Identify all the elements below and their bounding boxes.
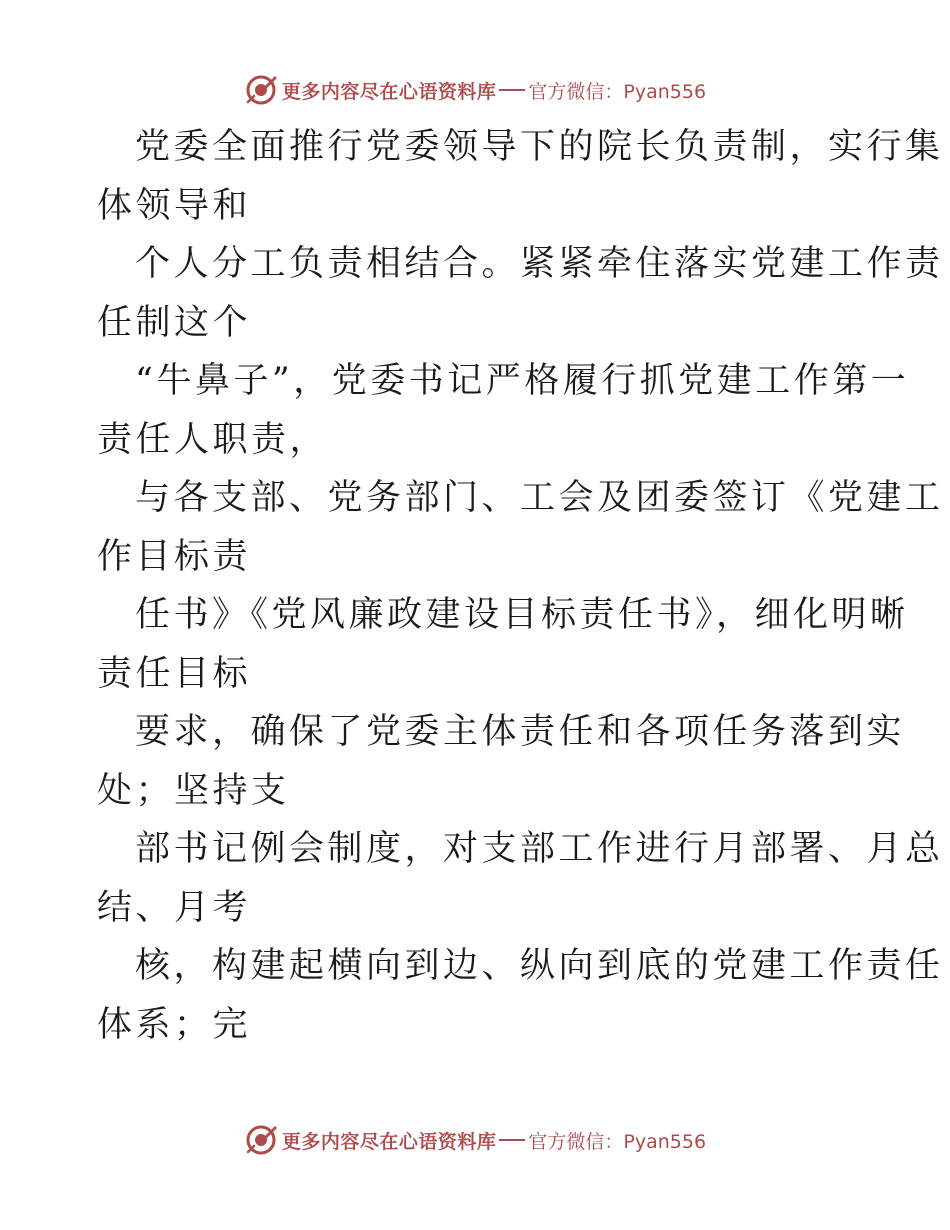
text-line: 结、月考 [97, 887, 252, 928]
text-line: 任书》《党风廉政建设目标责任书》，细化明晰 [135, 595, 909, 635]
text-line: 核，构建起横向到边、纵向到底的党建工作责任 [135, 946, 944, 986]
text-line: 责任人职责， [97, 419, 329, 460]
document-body [97, 118, 944, 1054]
pen-logo-icon [244, 1123, 278, 1157]
text-line: 个人分工负责相结合。紧紧牵住落实党建工作责 [135, 244, 944, 284]
text-line: 任制这个 [97, 302, 252, 343]
text-line: 体领导和 [97, 185, 252, 226]
text-line: 处；坚持支 [97, 770, 290, 811]
text-line: 责任目标 [97, 653, 252, 694]
header-watermark-banner [0, 70, 950, 110]
text-line: “牛鼻子”，党委书记严格履行抓党建工作第一 [135, 361, 910, 401]
text-line: 部书记例会制度，对支部工作进行月部署、月总 [135, 829, 944, 869]
footer-watermark-banner [0, 1120, 950, 1160]
text-line: 作目标责 [97, 536, 252, 577]
text-line: 体系；完 [97, 1004, 252, 1045]
watermark-dash [499, 89, 525, 91]
watermark-contact: 官方微信：Pyan556 [528, 80, 707, 103]
watermark-contact: 官方微信：Pyan556 [528, 1130, 707, 1153]
watermark-dash [499, 1139, 525, 1141]
watermark-text: 更多内容尽在心语资料库 [281, 80, 497, 103]
text-line: 党委全面推行党委领导下的院长负责制，实行集 [135, 127, 944, 167]
pen-logo-icon [244, 73, 278, 107]
text-line: 与各支部、党务部门、工会及团委签订《党建工 [135, 478, 944, 518]
text-line: 要求，确保了党委主体责任和各项任务落到实 [135, 712, 906, 752]
watermark-text: 更多内容尽在心语资料库 [281, 1130, 497, 1153]
